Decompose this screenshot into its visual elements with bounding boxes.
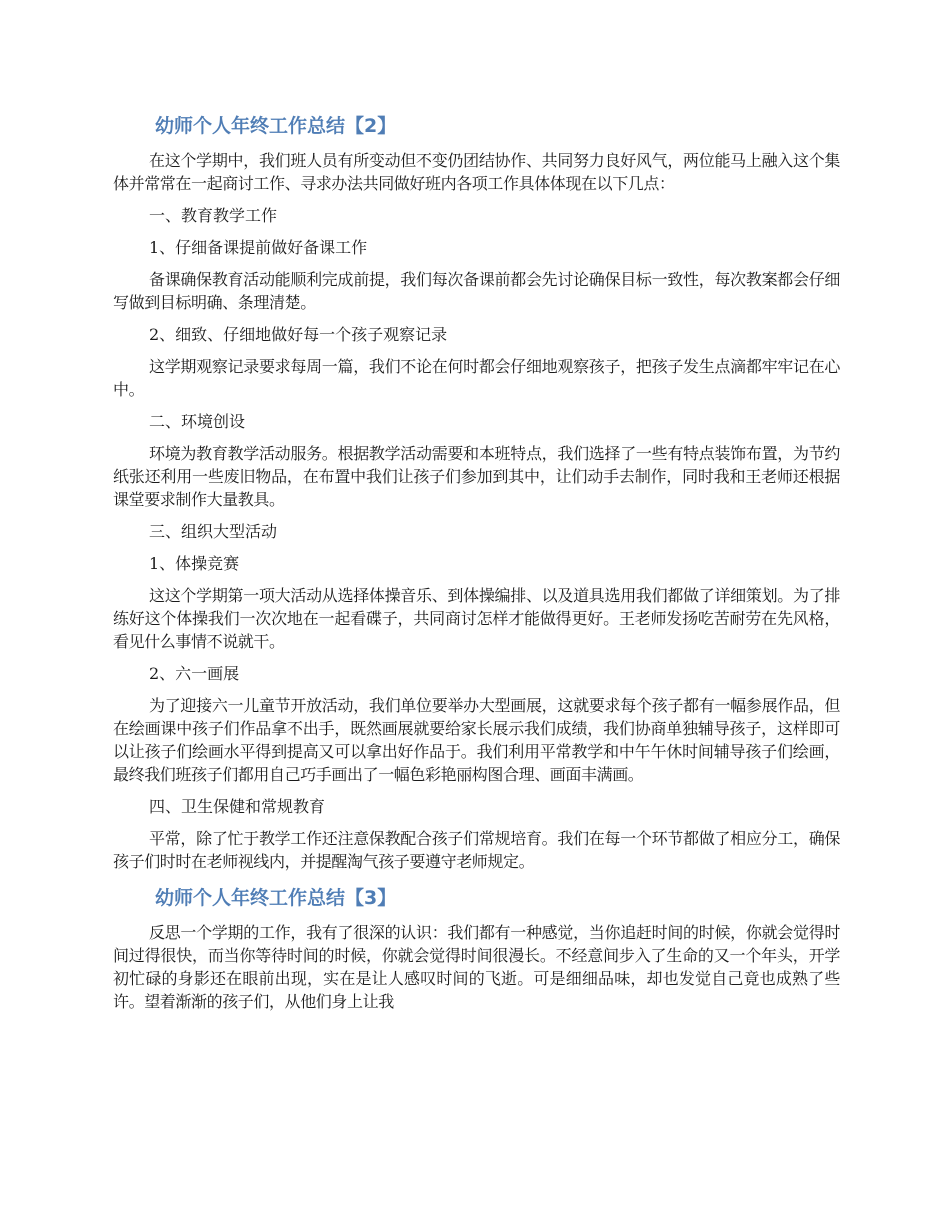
paragraph: 反思一个学期的工作，我有了很深的认识：我们都有一种感觉，当你追赶时间的时候，你就会觉得时间过得很快，而当你等待时间的时候，你就会觉得时间很漫长。不经意间步入了生命的又一个年头，开学初忙碌的身影还在眼前出现，实在是让人感叹时间的飞逝。可是细细品味，却也发觉自己竟也成熟了些许。望着渐渐的孩子们，从他们身上让我 [113,923,840,1011]
subheading: 三、组织大型活动 [149,522,278,541]
paragraph: 备课确保教育活动能顺利完成前提，我们每次备课前都会先讨论确保目标一致性，每次教案都会仔细写做到目标明确、条理清楚。 [113,270,840,312]
document-page [113,110,840,1022]
paragraph: 为了迎接六一儿童节开放活动，我们单位要举办大型画展，这就要求每个孩子都有一幅参展作品，但在绘画课中孩子们作品拿不出手，既然画展就要给家长展示我们成绩，我们协商单独辅导孩子，这样即可以让孩子们绘画水平得到提高又可以拿出好作品于。我们利用平常教学和中午午休时间辅导孩子们绘画，最终我们班孩子们都用自己巧手画出了一幅色彩艳丽构图合理、画面丰满画。 [113,696,840,784]
subheading: 2、六一画展 [149,664,240,683]
subheading: 2、细致、仔细地做好每一个孩子观察记录 [149,325,448,344]
subheading: 1、体操竞赛 [149,554,240,573]
paragraph: 这这个学期第一项大活动从选择体操音乐、到体操编排、以及道具选用我们都做了详细策划。为了排练好这个体操我们一次次地在一起看碟子，共同商讨怎样才能做得更好。王老师发扬吃苦耐劳在先风格，看见什么事情不说就干。 [113,586,840,651]
paragraph: 平常，除了忙于教学工作还注意保教配合孩子们常规培育。我们在每一个环节都做了相应分工，确保孩子们时时在老师视线内，并提醒淘气孩子要遵守老师规定。 [113,829,840,871]
subheading: 二、环境创设 [149,412,246,431]
subheading: 1、仔细备课提前做好备课工作 [149,238,368,257]
paragraph: 在这个学期中，我们班人员有所变动但不变仍团结协作、共同努力良好风气，两位能马上融入这个集体并常常在一起商讨工作、寻求办法共同做好班内各项工作具体体现在以下几点： [113,151,840,193]
subheading: 四、卫生保健和常规教育 [149,797,326,816]
section-heading: 幼师个人年终工作总结【2】 [155,115,397,137]
paragraph: 这学期观察记录要求每周一篇，我们不论在何时都会仔细地观察孩子，把孩子发生点滴都牢牢记在心中。 [113,357,840,399]
paragraph: 环境为教育教学活动服务。根据教学活动需要和本班特点，我们选择了一些有特点装饰布置，为节约纸张还利用一些废旧物品，在布置中我们让孩子们参加到其中，让们动手去制作，同时我和王老师还根据课堂要求制作大量教具。 [113,444,840,509]
subheading: 一、教育教学工作 [149,206,278,225]
section-heading: 幼师个人年终工作总结【3】 [155,887,397,909]
